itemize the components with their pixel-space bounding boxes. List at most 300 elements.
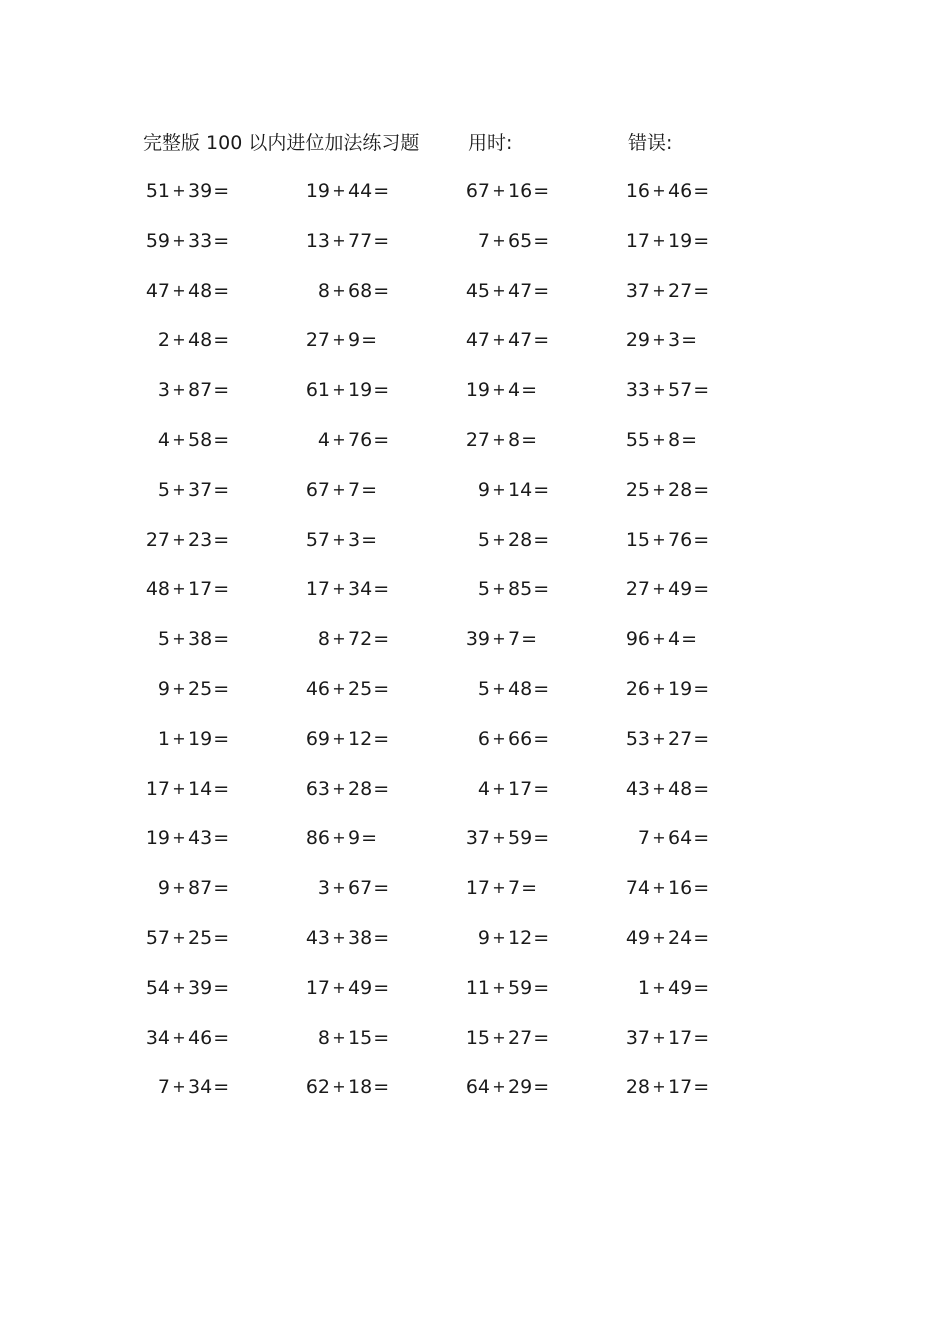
plus-sign: +: [172, 778, 186, 798]
addend-second: 59: [508, 827, 533, 850]
addend-second: 9: [348, 329, 361, 352]
plus-sign: +: [492, 678, 506, 698]
equals-sign: =: [373, 180, 390, 202]
equals-sign: =: [213, 727, 230, 750]
plus-sign: +: [332, 728, 346, 748]
addition-problem: [460, 424, 537, 456]
equals-sign: =: [693, 827, 710, 850]
plus-sign: +: [652, 230, 666, 250]
addend-second: 4: [508, 379, 521, 402]
addend-second: 7: [508, 628, 521, 651]
plus-sign: +: [332, 828, 346, 848]
addition-problem: [300, 424, 389, 456]
plus-sign: +: [652, 878, 666, 898]
addition-problem: [140, 175, 229, 207]
addition-problem: [300, 922, 389, 954]
addend-second: 17: [668, 1026, 693, 1049]
addend-second: 46: [188, 1026, 213, 1049]
problem-row: [0, 225, 950, 275]
addend-second: 39: [188, 180, 213, 202]
addend-second: 76: [348, 428, 373, 451]
addition-problem: [460, 1071, 549, 1103]
addend-second: 28: [508, 528, 533, 551]
addend-first: 13: [305, 229, 330, 252]
plus-sign: +: [652, 181, 666, 200]
addend-second: 48: [668, 777, 693, 800]
addend-first: 1: [637, 976, 650, 999]
addition-problem: [620, 623, 697, 655]
equals-sign: =: [361, 827, 378, 850]
addend-second: 33: [188, 229, 213, 252]
plus-sign: +: [172, 728, 186, 748]
addition-problem: [460, 1022, 549, 1054]
addend-first: 37: [465, 827, 490, 850]
plus-sign: +: [172, 1077, 186, 1097]
equals-sign: =: [213, 628, 230, 651]
addend-first: 5: [477, 578, 490, 601]
plus-sign: +: [332, 927, 346, 947]
addend-second: 49: [668, 578, 693, 601]
plus-sign: +: [332, 678, 346, 698]
addition-problem: [300, 374, 389, 406]
addend-first: 5: [477, 528, 490, 551]
plus-sign: +: [652, 778, 666, 798]
addend-first: 15: [625, 528, 650, 551]
addition-problem: [620, 225, 709, 257]
addend-first: 69: [305, 727, 330, 750]
problem-grid: [0, 175, 950, 1121]
plus-sign: +: [332, 579, 346, 599]
equals-sign: =: [213, 279, 230, 302]
addition-problem: [300, 474, 377, 506]
equals-sign: =: [533, 180, 550, 202]
addend-first: 54: [145, 976, 170, 999]
equals-sign: =: [693, 578, 710, 601]
addend-first: 53: [625, 727, 650, 750]
addition-problem: [140, 474, 229, 506]
addend-second: 8: [668, 428, 681, 451]
problem-row: [0, 822, 950, 872]
addend-second: 16: [508, 180, 533, 202]
equals-sign: =: [373, 379, 390, 402]
addend-second: 18: [348, 1076, 373, 1099]
problem-row: [0, 623, 950, 673]
addend-first: 43: [625, 777, 650, 800]
equals-sign: =: [533, 279, 550, 302]
addition-problem: [460, 922, 549, 954]
addition-problem: [460, 673, 549, 705]
plus-sign: +: [172, 330, 186, 350]
plus-sign: +: [172, 878, 186, 898]
plus-sign: +: [332, 629, 346, 649]
equals-sign: =: [693, 180, 710, 202]
addend-first: 61: [305, 379, 330, 402]
equals-sign: =: [213, 877, 230, 900]
addend-first: 17: [305, 976, 330, 999]
plus-sign: +: [492, 778, 506, 798]
addition-problem: [140, 1022, 229, 1054]
equals-sign: =: [533, 578, 550, 601]
addition-problem: [300, 1071, 389, 1103]
equals-sign: =: [521, 428, 538, 451]
addition-problem: [140, 723, 229, 755]
plus-sign: +: [652, 380, 666, 400]
plus-sign: +: [332, 1077, 346, 1097]
addend-first: 8: [317, 628, 330, 651]
addition-problem: [140, 872, 229, 904]
addition-problem: [620, 573, 709, 605]
equals-sign: =: [681, 428, 698, 451]
addition-problem: [620, 723, 709, 755]
addend-second: 28: [668, 478, 693, 501]
plus-sign: +: [652, 1027, 666, 1047]
addend-second: 14: [508, 478, 533, 501]
addend-second: 87: [188, 379, 213, 402]
addend-second: 66: [508, 727, 533, 750]
addition-problem: [140, 673, 229, 705]
addition-problem: [140, 623, 229, 655]
addend-first: 37: [625, 1026, 650, 1049]
addend-second: 14: [188, 777, 213, 800]
addend-first: 19: [465, 379, 490, 402]
equals-sign: =: [693, 1026, 710, 1049]
addend-second: 48: [188, 279, 213, 302]
addend-second: 68: [348, 279, 373, 302]
addend-first: 7: [157, 1076, 170, 1099]
addition-problem: [300, 524, 377, 556]
addend-second: 9: [348, 827, 361, 850]
addend-second: 29: [508, 1076, 533, 1099]
addition-problem: [460, 723, 549, 755]
addend-first: 6: [477, 727, 490, 750]
equals-sign: =: [533, 329, 550, 352]
plus-sign: +: [332, 380, 346, 400]
plus-sign: +: [172, 479, 186, 499]
addend-second: 27: [668, 279, 693, 302]
addend-first: 25: [625, 478, 650, 501]
addition-problem: [140, 275, 229, 307]
plus-sign: +: [492, 529, 506, 549]
plus-sign: +: [332, 1027, 346, 1047]
addend-first: 26: [625, 677, 650, 700]
plus-sign: +: [492, 1077, 506, 1097]
addend-first: 8: [317, 279, 330, 302]
equals-sign: =: [693, 926, 710, 949]
equals-sign: =: [213, 229, 230, 252]
addend-second: 64: [668, 827, 693, 850]
equals-sign: =: [373, 877, 390, 900]
addition-problem: [460, 573, 549, 605]
addend-first: 2: [157, 329, 170, 352]
equals-sign: =: [213, 329, 230, 352]
plus-sign: +: [652, 330, 666, 350]
addend-second: 25: [348, 677, 373, 700]
equals-sign: =: [533, 1076, 550, 1099]
addition-problem: [300, 822, 377, 854]
addend-second: 27: [508, 1026, 533, 1049]
addition-problem: [140, 922, 229, 954]
addend-second: 3: [668, 329, 681, 352]
addend-second: 34: [348, 578, 373, 601]
equals-sign: =: [693, 976, 710, 999]
plus-sign: +: [492, 828, 506, 848]
addend-second: 19: [348, 379, 373, 402]
addend-second: 46: [668, 180, 693, 202]
addend-second: 76: [668, 528, 693, 551]
equals-sign: =: [213, 478, 230, 501]
problem-row: [0, 524, 950, 574]
plus-sign: +: [172, 380, 186, 400]
addition-problem: [300, 872, 389, 904]
equals-sign: =: [213, 1026, 230, 1049]
plus-sign: +: [172, 429, 186, 449]
plus-sign: +: [332, 330, 346, 350]
problem-row: [0, 872, 950, 922]
addend-first: 46: [305, 677, 330, 700]
addend-first: 48: [145, 578, 170, 601]
equals-sign: =: [373, 578, 390, 601]
addition-problem: [460, 773, 549, 805]
addition-problem: [620, 524, 709, 556]
plus-sign: +: [492, 230, 506, 250]
plus-sign: +: [492, 479, 506, 499]
equals-sign: =: [533, 926, 550, 949]
addition-problem: [460, 275, 549, 307]
plus-sign: +: [492, 1027, 506, 1047]
plus-sign: +: [652, 479, 666, 499]
problem-row: [0, 673, 950, 723]
plus-sign: +: [492, 728, 506, 748]
addend-first: 28: [625, 1076, 650, 1099]
addition-problem: [460, 822, 549, 854]
plus-sign: +: [492, 878, 506, 898]
problem-row: [0, 275, 950, 325]
plus-sign: +: [492, 330, 506, 350]
addend-second: 17: [188, 578, 213, 601]
equals-sign: =: [693, 1076, 710, 1099]
addend-second: 3: [348, 528, 361, 551]
addend-first: 47: [145, 279, 170, 302]
addition-problem: [140, 374, 229, 406]
plus-sign: +: [652, 977, 666, 997]
addend-second: 57: [668, 379, 693, 402]
addend-first: 51: [145, 180, 170, 202]
addend-first: 3: [157, 379, 170, 402]
equals-sign: =: [533, 976, 550, 999]
equals-sign: =: [373, 976, 390, 999]
equals-sign: =: [373, 628, 390, 651]
addend-second: 49: [348, 976, 373, 999]
equals-sign: =: [533, 478, 550, 501]
equals-sign: =: [361, 478, 378, 501]
time-used-label: 用时:: [468, 132, 513, 154]
addition-problem: [460, 474, 549, 506]
plus-sign: +: [332, 181, 346, 200]
problem-row: [0, 324, 950, 374]
addend-second: 19: [188, 727, 213, 750]
plus-sign: +: [332, 977, 346, 997]
addend-first: 34: [145, 1026, 170, 1049]
plus-sign: +: [172, 181, 186, 200]
addend-second: 49: [668, 976, 693, 999]
addition-problem: [620, 424, 697, 456]
addend-first: 63: [305, 777, 330, 800]
addition-problem: [300, 275, 389, 307]
plus-sign: +: [652, 529, 666, 549]
addend-first: 59: [145, 229, 170, 252]
addend-second: 58: [188, 428, 213, 451]
plus-sign: +: [492, 280, 506, 300]
errors-label: 错误:: [628, 132, 673, 154]
addend-first: 43: [305, 926, 330, 949]
equals-sign: =: [373, 428, 390, 451]
addend-first: 62: [305, 1076, 330, 1099]
addend-first: 9: [477, 478, 490, 501]
addition-problem: [140, 524, 229, 556]
equals-sign: =: [693, 528, 710, 551]
addition-problem: [620, 275, 709, 307]
plus-sign: +: [652, 629, 666, 649]
plus-sign: +: [492, 181, 506, 200]
addend-second: 44: [348, 180, 373, 202]
equals-sign: =: [213, 677, 230, 700]
addend-second: 25: [188, 677, 213, 700]
equals-sign: =: [693, 727, 710, 750]
addend-second: 48: [188, 329, 213, 352]
equals-sign: =: [693, 279, 710, 302]
plus-sign: +: [492, 927, 506, 947]
equals-sign: =: [681, 329, 698, 352]
addition-problem: [300, 1022, 389, 1054]
addend-first: 27: [305, 329, 330, 352]
problem-row: [0, 474, 950, 524]
addend-second: 24: [668, 926, 693, 949]
equals-sign: =: [533, 528, 550, 551]
addend-first: 45: [465, 279, 490, 302]
addition-problem: [140, 773, 229, 805]
equals-sign: =: [373, 229, 390, 252]
equals-sign: =: [373, 926, 390, 949]
plus-sign: +: [172, 579, 186, 599]
addend-second: 8: [508, 428, 521, 451]
equals-sign: =: [213, 976, 230, 999]
addend-second: 67: [348, 877, 373, 900]
addend-first: 49: [625, 926, 650, 949]
addend-first: 27: [625, 578, 650, 601]
addend-second: 38: [348, 926, 373, 949]
addition-problem: [620, 1071, 709, 1103]
addend-second: 19: [668, 677, 693, 700]
equals-sign: =: [373, 777, 390, 800]
addend-first: 57: [305, 528, 330, 551]
equals-sign: =: [213, 379, 230, 402]
equals-sign: =: [533, 229, 550, 252]
addend-first: 67: [305, 478, 330, 501]
addition-problem: [620, 1022, 709, 1054]
addend-second: 38: [188, 628, 213, 651]
addition-problem: [620, 474, 709, 506]
plus-sign: +: [332, 878, 346, 898]
addition-problem: [140, 424, 229, 456]
equals-sign: =: [693, 877, 710, 900]
equals-sign: =: [361, 329, 378, 352]
plus-sign: +: [172, 629, 186, 649]
plus-sign: +: [172, 828, 186, 848]
addition-problem: [620, 773, 709, 805]
worksheet-header: [0, 128, 950, 158]
problem-row: [0, 723, 950, 773]
equals-sign: =: [693, 677, 710, 700]
addition-problem: [620, 374, 709, 406]
equals-sign: =: [533, 677, 550, 700]
addend-second: 72: [348, 628, 373, 651]
addend-first: 9: [157, 877, 170, 900]
addend-second: 59: [508, 976, 533, 999]
addition-problem: [460, 374, 537, 406]
addend-first: 4: [157, 428, 170, 451]
equals-sign: =: [213, 578, 230, 601]
addend-second: 4: [668, 628, 681, 651]
addend-second: 7: [508, 877, 521, 900]
addend-second: 7: [348, 478, 361, 501]
addend-first: 86: [305, 827, 330, 850]
addend-first: 64: [465, 1076, 490, 1099]
addend-first: 9: [157, 677, 170, 700]
addend-second: 34: [188, 1076, 213, 1099]
equals-sign: =: [373, 677, 390, 700]
worksheet-title: 完整版 100 以内进位加法练习题: [143, 132, 420, 154]
plus-sign: +: [652, 579, 666, 599]
equals-sign: =: [213, 926, 230, 949]
addend-first: 37: [625, 279, 650, 302]
addend-first: 5: [157, 628, 170, 651]
addend-second: 19: [668, 229, 693, 252]
addend-first: 4: [477, 777, 490, 800]
plus-sign: +: [492, 429, 506, 449]
equals-sign: =: [213, 827, 230, 850]
problem-row: [0, 424, 950, 474]
addition-problem: [300, 175, 389, 207]
addition-problem: [460, 623, 537, 655]
addition-problem: [140, 972, 229, 1004]
addend-first: 27: [145, 528, 170, 551]
equals-sign: =: [373, 727, 390, 750]
equals-sign: =: [213, 180, 230, 202]
addition-problem: [620, 922, 709, 954]
equals-sign: =: [693, 229, 710, 252]
addition-problem: [300, 573, 389, 605]
addition-problem: [620, 972, 709, 1004]
problem-row: [0, 175, 950, 225]
addend-first: 11: [465, 976, 490, 999]
addend-second: 25: [188, 926, 213, 949]
plus-sign: +: [652, 828, 666, 848]
addend-second: 47: [508, 279, 533, 302]
plus-sign: +: [492, 977, 506, 997]
equals-sign: =: [681, 628, 698, 651]
addition-problem: [300, 324, 377, 356]
problem-row: [0, 773, 950, 823]
plus-sign: +: [332, 429, 346, 449]
plus-sign: +: [172, 280, 186, 300]
plus-sign: +: [332, 529, 346, 549]
equals-sign: =: [533, 1026, 550, 1049]
addend-second: 15: [348, 1026, 373, 1049]
addend-first: 17: [465, 877, 490, 900]
addend-first: 27: [465, 428, 490, 451]
addend-second: 39: [188, 976, 213, 999]
plus-sign: +: [652, 1077, 666, 1097]
